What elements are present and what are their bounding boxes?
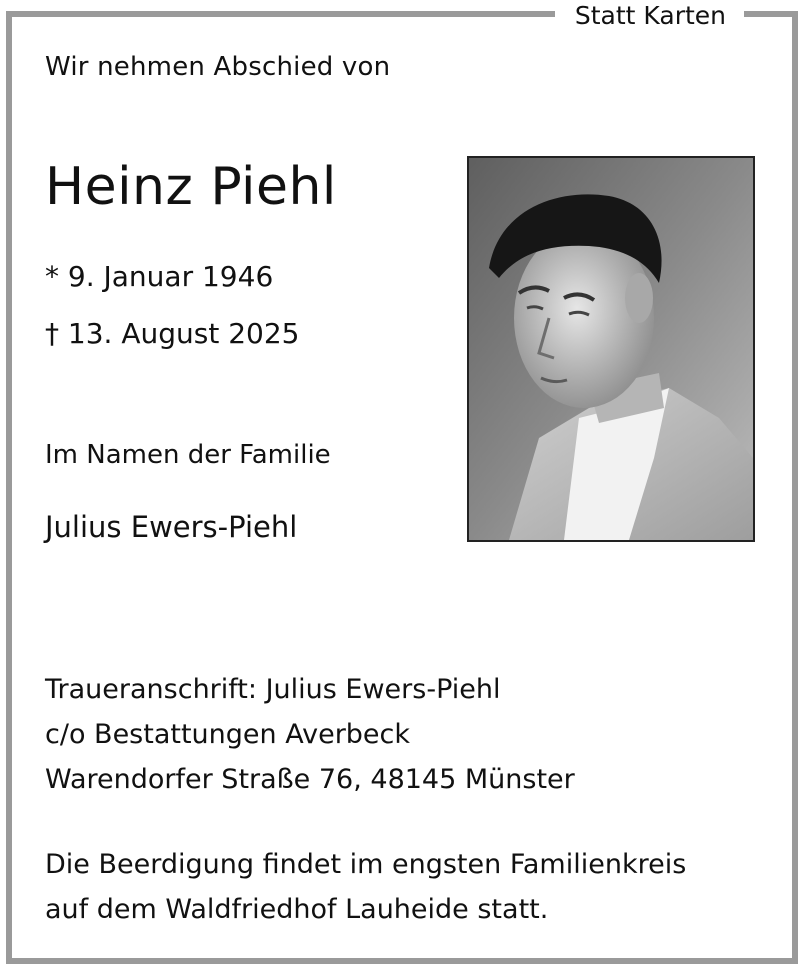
note-line: Die Beerdigung findet im engsten Familienkreis [45, 849, 687, 880]
death-date: † 13. August 2025 [45, 317, 300, 350]
address-line: Traueranschrift: Julius Ewers-Piehl [45, 674, 501, 705]
address-line: Warendorfer Straße 76, 48145 Münster [45, 764, 575, 795]
family-name: Julius Ewers-Piehl [45, 510, 298, 544]
address-line: c/o Bestattungen Averbeck [45, 719, 411, 750]
portrait-photo [467, 156, 755, 542]
intro-text: Wir nehmen Abschied von [45, 52, 391, 82]
birth-date: * 9. Januar 1946 [45, 260, 274, 293]
statt-karten-label: Statt Karten [555, 0, 744, 32]
portrait-illustration [469, 158, 753, 540]
note-line: auf dem Waldfriedhof Lauheide statt. [45, 894, 549, 925]
family-intro-text: Im Namen der Familie [45, 440, 331, 470]
funeral-note [45, 842, 765, 932]
deceased-name: Heinz Piehl [45, 157, 337, 217]
mourning-address [45, 667, 575, 802]
